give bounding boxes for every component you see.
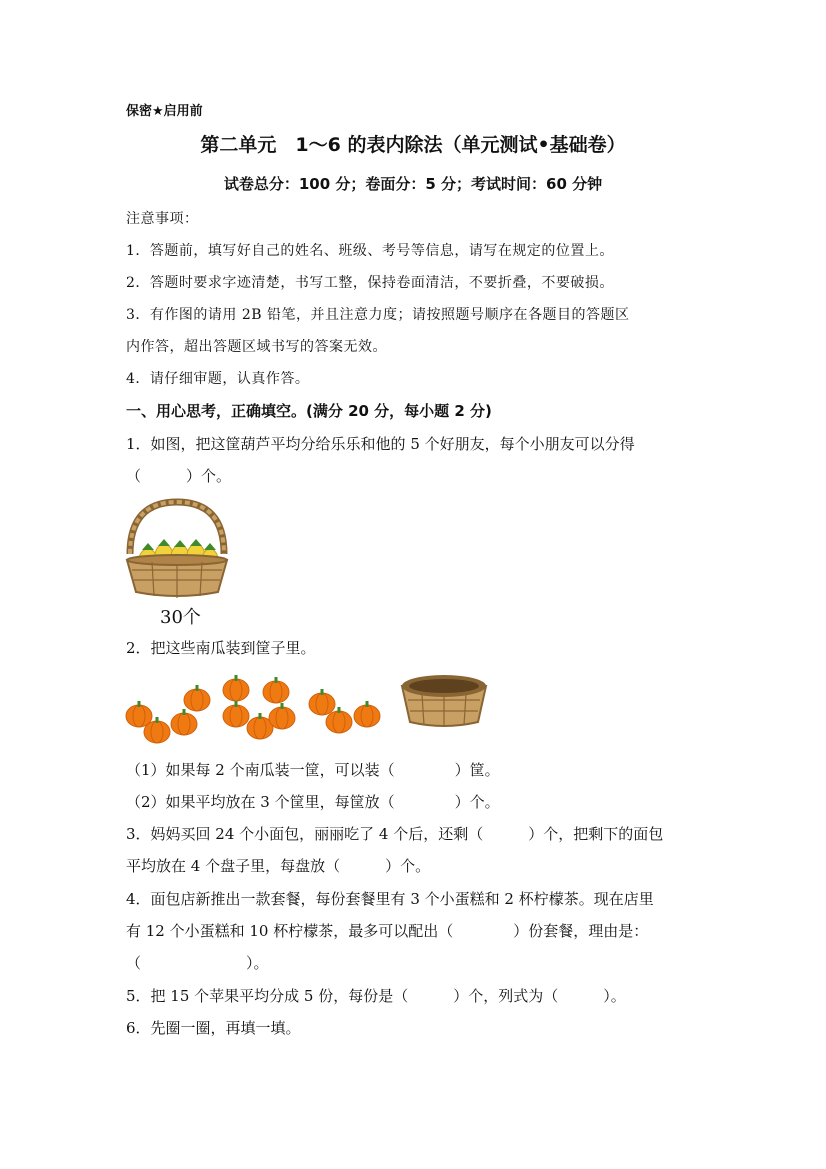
question-3-text-cont: 平均放在 4 个盘子里，每盘放（ ）个。 (126, 857, 431, 875)
gourd-basket-image (124, 496, 230, 604)
question-2-part-2: （2）如果平均放在 3 个筐里，每筐放（ ）个。 (126, 793, 500, 811)
page-title: 第二单元 1～6 的表内除法（单元测试•基础卷） (200, 134, 626, 156)
pumpkins-image (124, 672, 384, 748)
notice-heading: 注意事项： (126, 211, 199, 227)
empty-basket-image (398, 670, 490, 730)
exam-info: 试卷总分：100 分；卷面分：5 分；考试时间：60 分钟 (223, 175, 603, 193)
question-3-text: 3．妈妈买回 24 个小面包，丽丽吃了 4 个后，还剩（ ）个，把剩下的面包 (126, 825, 664, 843)
question-1-blank-line: （ ）个。 (126, 467, 232, 485)
question-2-part-1: （1）如果每 2 个南瓜装一筐，可以装（ ）筐。 (126, 761, 500, 779)
confidential-label: 保密★启用前 (126, 104, 203, 119)
notice-line: 2．答题时要求字迹清楚，书写工整，保持卷面清洁，不要折叠，不要破损。 (126, 275, 614, 291)
basket-count-label: 30个 (160, 607, 201, 628)
section-heading: 一、用心思考，正确填空。(满分 20 分，每小题 2 分) (126, 402, 492, 420)
question-6-text: 6．先圈一圈，再填一填。 (126, 1019, 301, 1037)
question-5-text: 5．把 15 个苹果平均分成 5 份，每份是（ ）个，列式为（ ）。 (126, 987, 626, 1005)
question-4-text-cont: 有 12 个小蛋糕和 10 杯柠檬茶，最多可以配出（ ）份套餐，理由是： (126, 922, 649, 940)
notice-line: 1．答题前，填写好自己的姓名、班级、考号等信息，请写在规定的位置上。 (126, 243, 614, 259)
question-1-text: 1．如图，把这筐葫芦平均分给乐乐和他的 5 个好朋友，每个小朋友可以分得 (126, 435, 635, 453)
notice-line: 3．有作图的请用 2B 铅笔，并且注意力度；请按照题号顺序在各题目的答题区 (126, 307, 630, 323)
notice-line: 内作答，超出答题区域书写的答案无效。 (126, 339, 387, 355)
question-4-text: 4．面包店新推出一款套餐，每份套餐里有 3 个小蛋糕和 2 杯柠檬茶。现在店里 (126, 890, 654, 908)
notice-line: 4．请仔细审题，认真作答。 (126, 371, 310, 387)
question-2-text: 2．把这些南瓜装到筐子里。 (126, 639, 316, 657)
question-4-reason-blank: （ ）。 (126, 954, 269, 972)
